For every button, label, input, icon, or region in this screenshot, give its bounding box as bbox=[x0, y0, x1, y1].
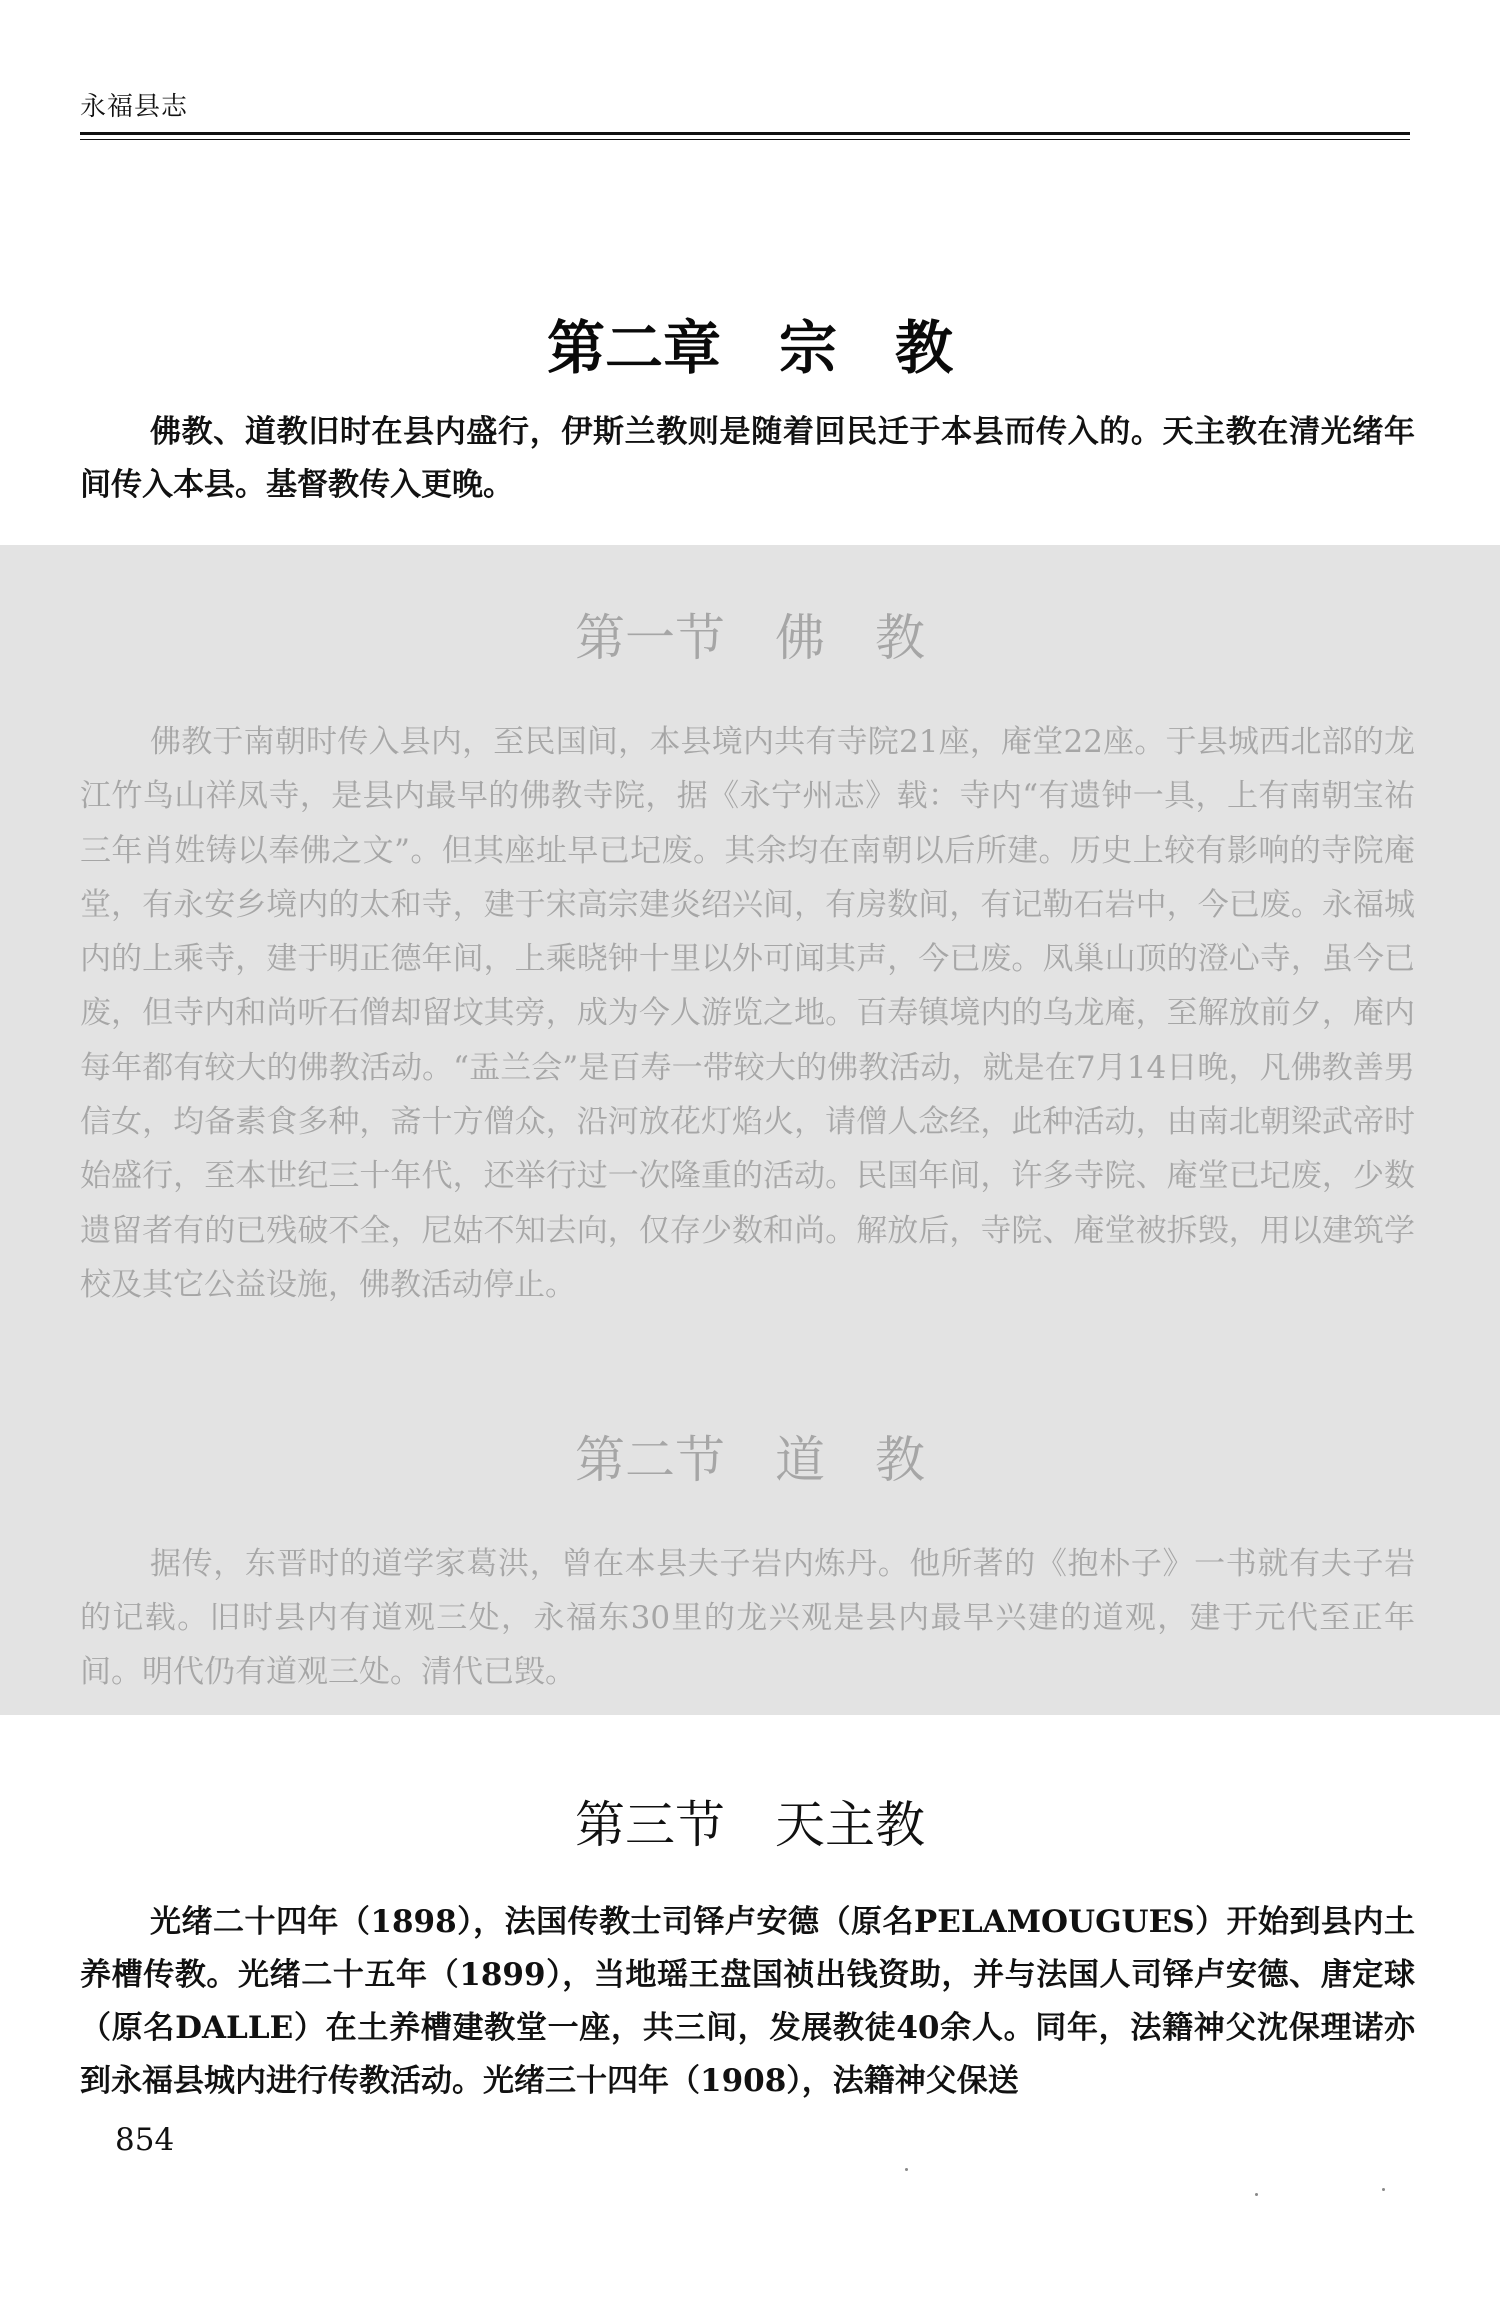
header-rule bbox=[80, 132, 1410, 135]
chapter-intro-paragraph: 佛教、道教旧时在县内盛行，伊斯兰教则是随着回民迁于本县而传入的。天主教在清光绪年间传入本县。基督教传入更晚。 bbox=[80, 414, 1415, 503]
section-body-catholicism: 光绪二十四年（1898），法国传教士司铎卢安德（原名PELAMOUGUES）开始到县内土养槽传教。光绪二十五年（1899），当地瑶王盘国祯出钱资助，并与法国人司铎卢安德、唐定球（原名DALLE）在土养槽建教堂一座，共三间，发展教徒40余人。同年，法籍神父沈保理诺亦到永福县城内进行传教活动。光绪三十四年（1908），法籍神父保送 bbox=[80, 1904, 1415, 2099]
section-body-buddhism: 佛教于南朝时传入县内，至民国间，本县境内共有寺院21座，庵堂22座。于县城西北部的龙江竹鸟山祥凤寺，是县内最早的佛教寺院，据《永宁州志》载：寺内“有遗钟一具，上有南朝宝祐三年肖姓铸以奉佛之文”。但其座址早已圮废。其余均在南朝以后所建。历史上较有影响的寺院庵堂，有永安乡境内的太和寺，建于宋高宗建炎绍兴间，有房数间，有记勒石岩中，今已废。永福城内的上乘寺，建于明正德年间，上乘晓钟十里以外可闻其声，今已废。凤巢山顶的澄心寺，虽今已废，但寺内和尚听石僧却留坟其旁，成为今人游览之地。百寿镇境内的乌龙庵，至解放前夕，庵内每年都有较大的佛教活动。“盂兰会”是百寿一带较大的佛教活动，就是在7月14日晚，凡佛教善男信女，均备素食多种，斋十方僧众，沿河放花灯焰火，请僧人念经，此种活动，由南北朝梁武帝时始盛行，至本世纪三十年代，还举行过一次隆重的活动。民国年间，许多寺院、庵堂已圮废，少数遗留者有的已残破不全，尼姑不知去向，仅存少数和尚。解放后，寺院、庵堂被拆毁，用以建筑学校及其它公益设施，佛教活动停止。 bbox=[80, 724, 1415, 1303]
section-body-taoism: 据传，东晋时的道学家葛洪，曾在本县夫子岩内炼丹。他所著的《抱朴子》一书就有夫子岩的记载。旧时县内有道观三处，永福东30里的龙兴观是县内最早兴建的道观，建于元代至正年间。明代仍有道观三处。清代已毁。 bbox=[80, 1546, 1415, 1690]
running-title: 永福县志 bbox=[80, 92, 189, 122]
section-title-catholicism: 第三节 天主教 bbox=[575, 1796, 925, 1854]
section-title-taoism: 第二节 道 教 bbox=[575, 1431, 925, 1489]
chapter-title: 第二章 宗 教 bbox=[546, 313, 953, 382]
header-rule-thin bbox=[80, 139, 1410, 140]
section-title-buddhism: 第一节 佛 教 bbox=[575, 609, 925, 667]
scan-speck bbox=[1382, 2188, 1385, 2191]
page-number: 854 bbox=[115, 2122, 175, 2158]
scan-speck bbox=[905, 2168, 908, 2171]
scan-speck bbox=[1255, 2193, 1258, 2196]
